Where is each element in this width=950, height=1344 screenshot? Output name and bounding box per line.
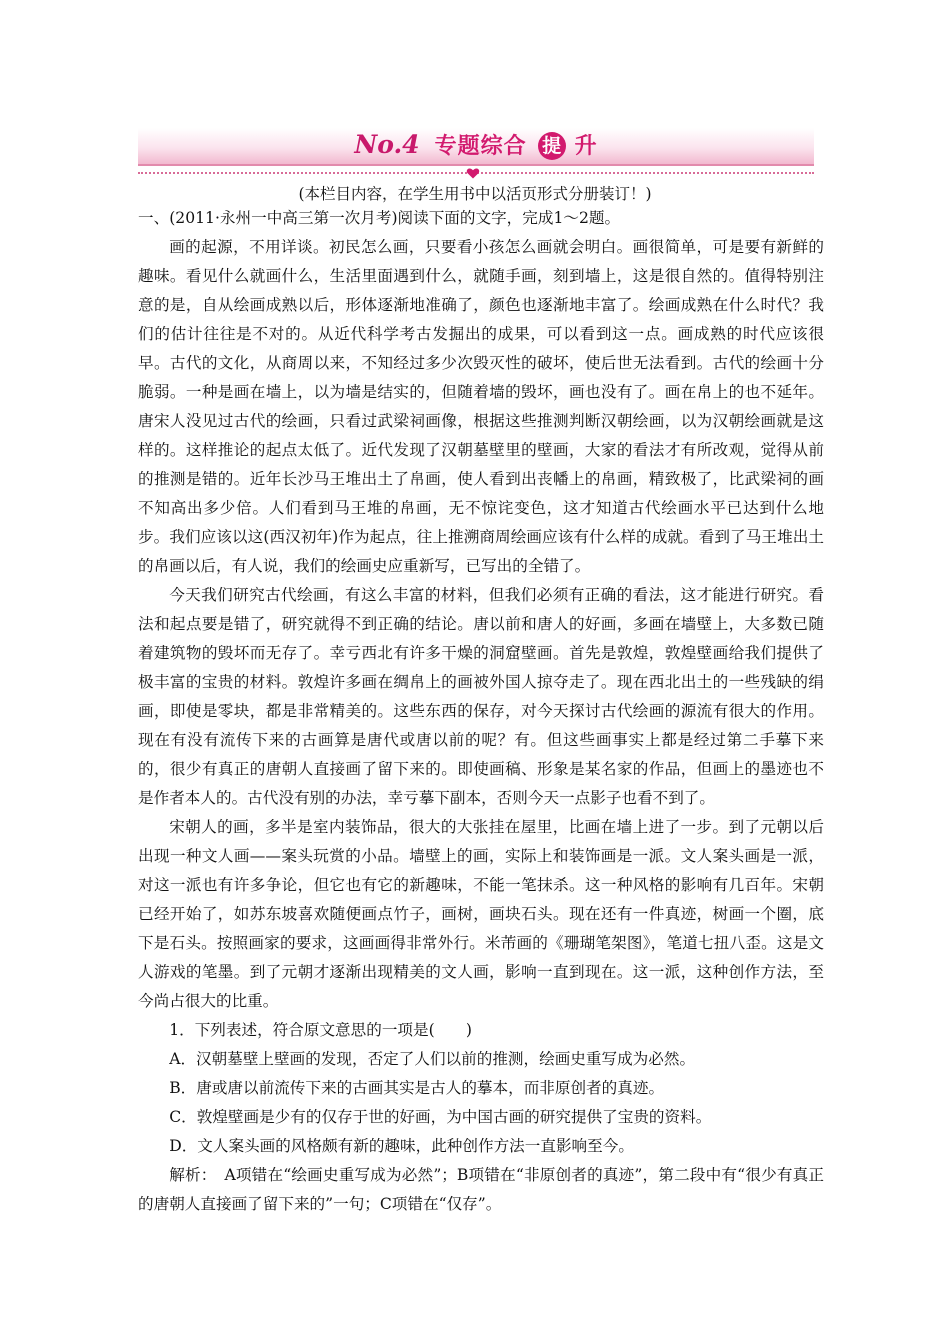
paragraph-2: 今天我们研究古代绘画，有这么丰富的材料，但我们必须有正确的看法，这才能进行研究。看法和起点要是错了，研究就得不到正确的结论。唐以前和唐人的好画，多画在墙壁上，大多数已随着建筑物的毁坏而无存了。幸亏西北有许多干燥的洞窟壁画。首先是敦煌，敦煌壁画给我们提供了极丰富的宝贵的材料。敦煌许多画在绸帛上的画被外国人掠夺走了。现在西北出土的一些残缺的绢画，即使是零块，都是非常精美的。这些东西的保存，对今天探讨古代绘画的源流有很大的作用。现在有没有流传下来的古画算是唐代或唐以前的呢？有。但这些画事实上都是经过第二手摹下来的，很少有真正的唐朝人直接画了留下来的。即使画稿、形象是某名家的作品，但画上的墨迹也不是作者本人的。古代没有别的办法，幸亏摹下副本，否则今天一点影子也看不到了。 (138, 586, 824, 807)
paragraph-3: 宋朝人的画，多半是室内装饰品，很大的大张挂在屋里，比画在墙上进了一步。到了元朝以后出现一种文人画——案头玩赏的小品。墙壁上的画，实际上和装饰画是一派。文人案头画是一派，对这一派也有许多争论，但它也有它的新趣味，不能一笔抹杀。这一种风格的影响有几百年。宋朝已经开始了，如苏东坡喜欢随便画点竹子，画树，画块石头。现在还有一件真迹，树画一个圈，底下是石头。按照画家的要求，这画画得非常外行。米芾画的《珊瑚笔架图》，笔道七扭八歪。这是文人游戏的笔墨。到了元朝才逐渐出现精美的文人画，影响一直到现在。这一派，这种创作方法，至今尚占很大的比重。 (138, 818, 824, 1010)
document-body (138, 204, 824, 1219)
header-title (138, 130, 814, 162)
badge-icon: 提 (538, 132, 566, 160)
binding-note: (本栏目内容，在学生用书中以活页形式分册装订！) (298, 185, 652, 203)
question-intro: 一、(2011·永州一中高三第一次月考)阅读下面的文字，完成1～2题。 (138, 209, 621, 227)
section-title: 专题综合 (434, 134, 527, 159)
option-b: B．唐或唐以前流传下来的古画其实是古人的摹本，而非原创者的真迹。 (169, 1079, 665, 1097)
section-title-suffix: 升 (574, 134, 598, 159)
section-number: No.4 (354, 130, 420, 159)
question-stem: 1．下列表述，符合原文意思的一项是( ) (169, 1021, 472, 1039)
paragraph-1: 画的起源，不用详谈。初民怎么画，只要看小孩怎么画就会明白。画很简单，可是要有新鲜的趣味。看见什么就画什么，生活里面遇到什么，就随手画，刻到墙上，这是很自然的。值得特别注意的是，自从绘画成熟以后，形体逐渐地准确了，颜色也逐渐地丰富了。绘画成熟在什么时代？我们的估计往往是不对的。从近代科学考古发掘出的成果，可以看到这一点。画成熟的时代应该很早。古代的文化，从商周以来，不知经过多少次毁灭性的破坏，使后世无法看到。古代的绘画十分脆弱。一种是画在墙上，以为墙是结实的，但随着墙的毁坏，画也没有了。画在帛上的也不延年。唐宋人没见过古代的绘画，只看过武梁祠画像，根据这些推测判断汉朝绘画，以为汉朝绘画就是这样的。这样推论的起点太低了。近代发现了汉朝墓壁里的壁画，大家的看法才有所改观，觉得从前的推测是错的。近年长沙马王堆出土了帛画，使人看到出丧幡上的帛画，精致极了，比武梁祠的画不知高出多少倍。人们看到马王堆的帛画，无不惊诧变色，这才知道古代绘画水平已达到什么地步。我们应该以这(西汉初年)作为起点，往上推溯商周绘画应该有什么样的成就。看到了马王堆出土的帛画以后，有人说，我们的绘画史应重新写，已写出的全错了。 (138, 238, 824, 575)
heart-icon (466, 166, 480, 180)
analysis-text: 解析： A项错在“绘画史重写成为必然”；B项错在“非原创者的真迹”，第二段中有“很少有真正的唐朝人直接画了留下来的”一句；C项错在“仅存”。 (138, 1166, 824, 1213)
header-banner (138, 128, 814, 166)
option-c: C．敦煌壁画是少有的仅存于世的好画，为中国古画的研究提供了宝贵的资料。 (169, 1108, 712, 1126)
section-header (138, 120, 814, 178)
option-d: D．文人案头画的风格颇有新的趣味，此种创作方法一直影响至今。 (169, 1137, 634, 1155)
option-a: A．汉朝墓壁上壁画的发现，否定了人们以前的推测，绘画史重写成为必然。 (169, 1050, 696, 1068)
